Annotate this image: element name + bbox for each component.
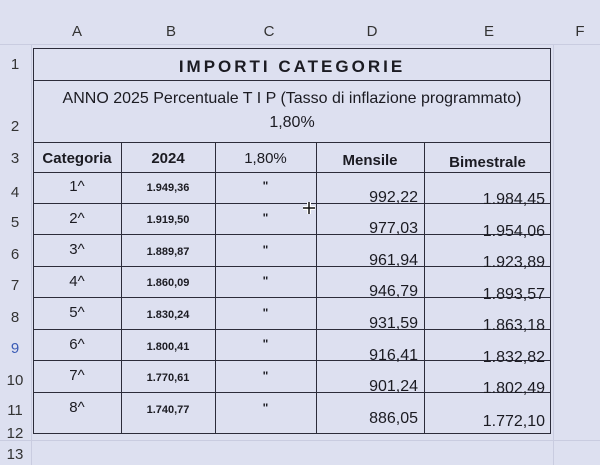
cell-categoria[interactable]: 8^ (69, 398, 85, 416)
row-header-7[interactable]: 7 (10, 276, 20, 294)
cell-categoria[interactable]: 1^ (69, 177, 85, 195)
gridline (0, 44, 600, 45)
row-header-2[interactable]: 2 (10, 117, 20, 135)
column-header-d[interactable]: D (366, 22, 378, 40)
cell-bimestrale[interactable]: 1.923,89 (482, 254, 545, 271)
column-header-c[interactable]: C (263, 22, 275, 40)
row-header-5[interactable]: 5 (10, 213, 20, 231)
header-bimestrale[interactable]: Bimestrale (449, 153, 526, 171)
column-header-a[interactable]: A (71, 22, 82, 40)
cell-rate[interactable]: " (262, 179, 269, 193)
cell-2024[interactable]: 1.830,24 (146, 309, 190, 321)
cell-2024[interactable]: 1.800,41 (146, 341, 190, 353)
cell-mensile[interactable]: 946,79 (369, 283, 418, 300)
cell-mensile[interactable]: 977,03 (369, 220, 418, 237)
cell-2024[interactable]: 1.889,87 (146, 246, 190, 258)
cell-rate[interactable]: " (262, 401, 269, 415)
cell-mensile[interactable]: 886,05 (369, 410, 418, 427)
cell-2024[interactable]: 1.919,50 (146, 214, 190, 226)
row-header-4[interactable]: 4 (10, 183, 20, 201)
gridline (31, 44, 32, 465)
row-rule (33, 172, 551, 173)
table-subtitle[interactable]: ANNO 2025 Percentuale T I P (Tasso di inflazione programmato) (62, 90, 522, 107)
cell-categoria[interactable]: 3^ (69, 240, 85, 258)
cell-mensile[interactable]: 901,24 (369, 378, 418, 395)
move-cursor-icon (302, 201, 316, 215)
cell-categoria[interactable]: 5^ (69, 303, 85, 321)
column-header-e[interactable]: E (483, 22, 494, 40)
cell-bimestrale[interactable]: 1.984,45 (482, 191, 545, 208)
cell-rate[interactable]: " (262, 211, 269, 225)
cell-categoria[interactable]: 7^ (69, 366, 85, 384)
cell-rate[interactable]: " (262, 243, 269, 257)
cell-2024[interactable]: 1.740,77 (146, 404, 190, 416)
row-header-12[interactable]: 12 (6, 424, 24, 442)
row-header-10[interactable]: 10 (6, 371, 24, 389)
row-header-3[interactable]: 3 (10, 149, 20, 167)
cell-bimestrale[interactable]: 1.772,10 (482, 413, 545, 430)
cell-rate[interactable]: " (262, 337, 269, 351)
cell-rate[interactable]: " (262, 306, 269, 320)
cell-2024[interactable]: 1.860,09 (146, 277, 190, 289)
row-header-11[interactable]: 11 (7, 401, 23, 419)
cell-2024[interactable]: 1.770,61 (146, 372, 190, 384)
cell-bimestrale[interactable]: 1.954,06 (482, 223, 545, 240)
cell-rate[interactable]: " (262, 369, 269, 383)
cell-mensile[interactable]: 992,22 (369, 189, 418, 206)
table-rule (33, 80, 551, 81)
cell-mensile[interactable]: 931,59 (369, 315, 418, 332)
table-title[interactable]: IMPORTI CATEGORIE (178, 57, 406, 76)
cell-categoria[interactable]: 4^ (69, 272, 85, 290)
cell-bimestrale[interactable]: 1.802,49 (482, 380, 545, 397)
header-2024[interactable]: 2024 (151, 149, 185, 167)
table-rule (33, 142, 551, 143)
gridline (0, 440, 600, 441)
gridline (553, 44, 554, 465)
header-categoria[interactable]: Categoria (42, 149, 112, 167)
cell-rate[interactable]: " (262, 274, 269, 288)
row-header-6[interactable]: 6 (10, 245, 20, 263)
cell-bimestrale[interactable]: 1.863,18 (482, 317, 545, 334)
cell-categoria[interactable]: 2^ (69, 209, 85, 227)
cell-bimestrale[interactable]: 1.893,57 (482, 286, 545, 303)
header-mensile[interactable]: Mensile (342, 151, 398, 169)
row-header-13[interactable]: 13 (6, 445, 24, 463)
cell-mensile[interactable]: 961,94 (369, 252, 418, 269)
cell-mensile[interactable]: 916,41 (369, 347, 418, 364)
row-header-9[interactable]: 9 (10, 339, 20, 357)
row-header-8[interactable]: 8 (10, 308, 20, 326)
cell-bimestrale[interactable]: 1.832,82 (482, 349, 545, 366)
cell-2024[interactable]: 1.949,36 (146, 182, 190, 194)
column-header-f[interactable]: F (575, 22, 585, 40)
cell-categoria[interactable]: 6^ (69, 335, 85, 353)
column-header-b[interactable]: B (165, 22, 176, 40)
row-header-1[interactable]: 1 (10, 55, 20, 73)
table-subtitle-rate[interactable]: 1,80% (269, 114, 315, 131)
header-rate[interactable]: 1,80% (244, 149, 287, 167)
